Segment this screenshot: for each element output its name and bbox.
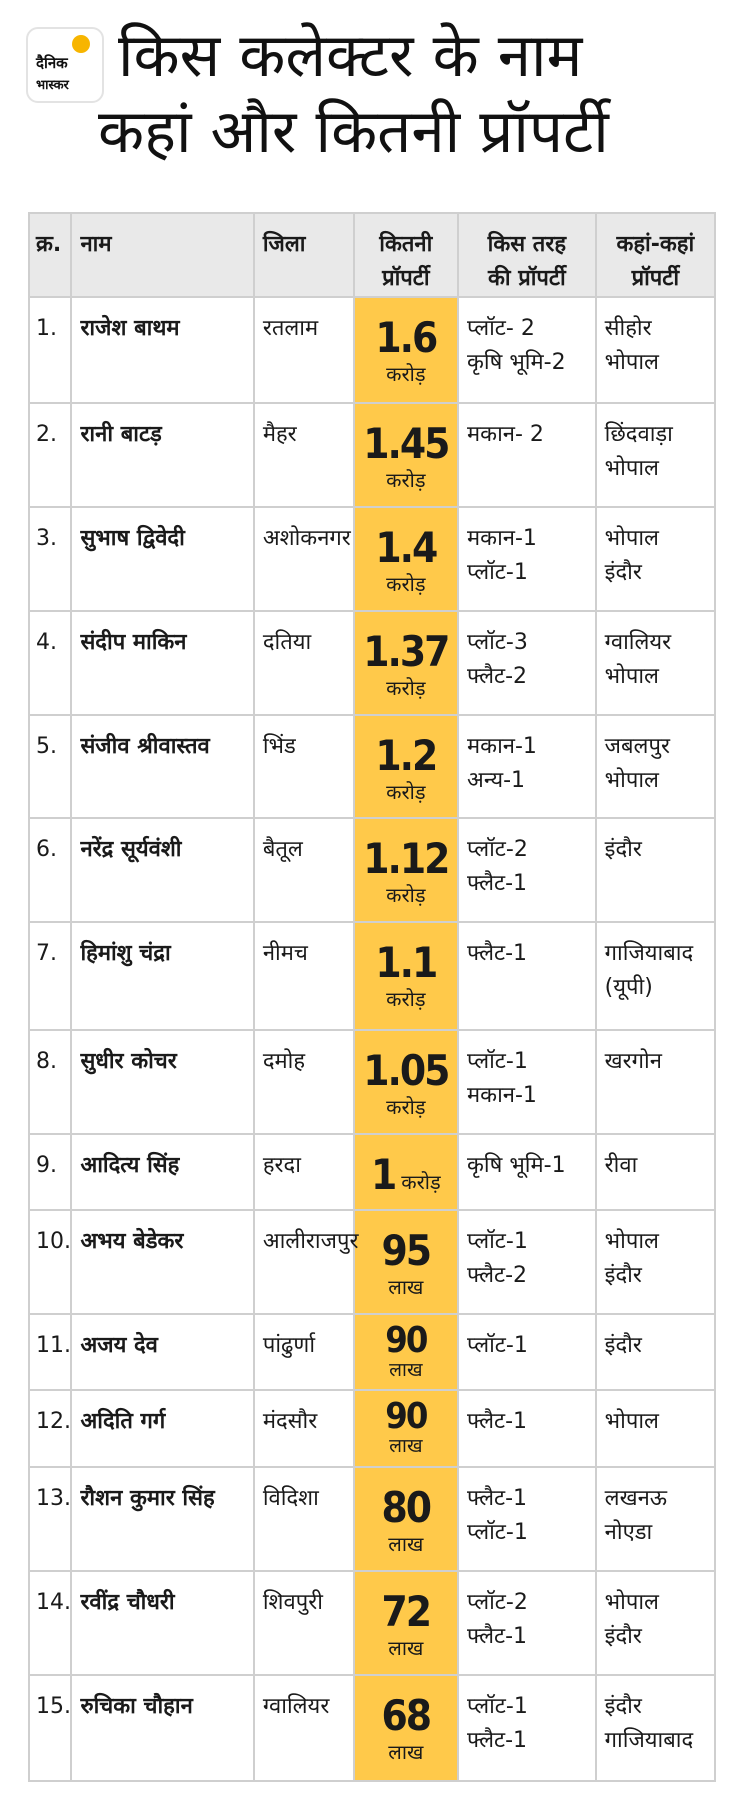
table-row [29, 611, 715, 715]
row-property-location [596, 1571, 715, 1675]
row-property-type [458, 1030, 596, 1134]
row-name: आदित्य सिंह [71, 1134, 253, 1210]
property-location-line: खरगोन [604, 1049, 662, 1075]
header-type-line-2: की प्रॉपर्टी [487, 266, 566, 291]
row-amount [354, 1314, 458, 1391]
amount-unit: लाख [389, 1435, 423, 1458]
property-location-line: इंदौर [604, 837, 642, 863]
amount-value: 1.12 [363, 834, 449, 884]
table-row [29, 403, 715, 507]
property-location-line: छिंदवाड़ा [604, 422, 673, 448]
amount-value: 1.6 [375, 313, 437, 362]
row-district: दमोह [254, 1030, 354, 1134]
row-name: अदिति गर्ग [71, 1390, 253, 1467]
row-serial: 13. [29, 1467, 71, 1571]
row-serial: 4. [29, 611, 71, 715]
row-serial: 6. [29, 818, 71, 922]
property-type-line: प्लॉट-1 [467, 1693, 528, 1719]
amount-unit: करोड़ [401, 1170, 441, 1195]
property-type-line: मकान-1 [467, 1083, 537, 1109]
header-type-line-1: किस तरह [487, 232, 567, 257]
row-serial: 14. [29, 1571, 71, 1675]
header-amount-line-1: कितनी [379, 232, 433, 257]
row-property-type [458, 1210, 596, 1314]
property-location-line: रीवा [604, 1153, 638, 1179]
row-amount [354, 1134, 458, 1210]
table-row [29, 297, 715, 403]
row-name: संदीप माकिन [71, 611, 253, 715]
table-row [29, 1675, 715, 1781]
row-property-location [596, 1675, 715, 1781]
row-serial: 2. [29, 403, 71, 507]
amount-value: 1.37 [363, 626, 449, 676]
row-district: ग्वालियर [254, 1675, 354, 1781]
header-district: जिला [254, 213, 354, 297]
row-property-type [458, 1134, 596, 1210]
row-amount [354, 1571, 458, 1675]
row-district: विदिशा [254, 1467, 354, 1571]
amount-value: 90 [385, 1319, 427, 1361]
row-amount [354, 1675, 458, 1781]
page-title-line-2: कहां और कितनी प्रॉपर्टी [98, 97, 609, 167]
amount-unit: लाख [388, 1274, 424, 1299]
row-property-type [458, 297, 596, 403]
property-location-line: भोपाल [604, 767, 659, 793]
property-type-line: प्लॉट-1 [467, 559, 528, 585]
property-location-line: भोपाल [604, 1409, 659, 1435]
amount-value: 80 [381, 1483, 431, 1533]
amount-value: 1.1 [375, 938, 437, 988]
property-type-line: फ्लैट-1 [467, 871, 528, 897]
property-type-line: प्लॉट-2 [467, 837, 528, 863]
logo-text-line-1: दैनिक [36, 54, 68, 72]
row-serial: 11. [29, 1314, 71, 1391]
table-row [29, 1314, 715, 1391]
row-property-location [596, 507, 715, 611]
property-type-line: फ्लैट-1 [467, 941, 528, 967]
amount-unit: लाख [388, 1532, 424, 1557]
property-location-line: भोपाल [604, 1589, 659, 1615]
property-type-line: प्लॉट- 2 [467, 316, 535, 341]
property-location-line: ग्वालियर [604, 629, 672, 655]
header-amount [354, 213, 458, 297]
table-row [29, 818, 715, 922]
logo-text-line-2: भास्कर [36, 78, 69, 93]
property-type-line: अन्य-1 [467, 767, 526, 793]
property-type-line: मकान-1 [467, 525, 537, 551]
property-type-line: फ्लैट-1 [467, 1727, 528, 1753]
row-amount [354, 403, 458, 507]
property-table [28, 212, 716, 1782]
property-type-line: प्लॉट-1 [467, 1332, 528, 1358]
row-serial: 15. [29, 1675, 71, 1781]
row-name: रानी बाटड़ [71, 403, 253, 507]
table-header-row [29, 213, 715, 297]
row-name: हिमांशु चंद्रा [71, 922, 253, 1030]
property-type-line: प्लॉट-1 [467, 1228, 528, 1254]
page-title-line-1: किस कलेक्टर के नाम [118, 21, 583, 91]
property-type-line: कृषि भूमि-2 [467, 350, 566, 375]
table-row [29, 1390, 715, 1467]
row-district: रतलाम [254, 297, 354, 403]
row-property-location [596, 818, 715, 922]
property-type-line: मकान- 2 [467, 422, 544, 448]
property-type-line: कृषि भूमि-1 [467, 1153, 566, 1179]
property-location-line: इंदौर [604, 559, 642, 585]
amount-unit: करोड़ [386, 779, 426, 804]
header-where [596, 213, 715, 297]
property-type-line: फ्लैट-2 [467, 1262, 528, 1288]
amount-unit: करोड़ [386, 468, 426, 493]
header-serial: क्र. [29, 213, 71, 297]
row-property-location [596, 1134, 715, 1210]
row-property-location [596, 1467, 715, 1571]
row-property-type [458, 1571, 596, 1675]
row-district: भिंड [254, 715, 354, 819]
row-property-type [458, 922, 596, 1030]
row-property-type [458, 1390, 596, 1467]
page-title [98, 18, 738, 170]
header-where-line-1: कहां-कहां [616, 232, 695, 257]
property-type-line: प्लॉट-2 [467, 1589, 528, 1615]
amount-value: 1.45 [363, 419, 449, 469]
amount-unit: करोड़ [386, 675, 426, 700]
table-row [29, 1210, 715, 1314]
property-location-line: भोपाल [604, 663, 659, 689]
property-location-line: लखनऊ [604, 1486, 668, 1512]
row-amount [354, 297, 458, 403]
row-name: राजेश बाथम [71, 297, 253, 403]
property-location-line: इंदौर [604, 1623, 642, 1649]
amount-unit: करोड़ [386, 571, 426, 596]
property-type-line: फ्लैट-1 [467, 1409, 528, 1435]
row-serial: 12. [29, 1390, 71, 1467]
row-name: अभय बेडेकर [71, 1210, 253, 1314]
row-property-type [458, 1467, 596, 1571]
row-name: रुचिका चौहान [71, 1675, 253, 1781]
row-amount [354, 1390, 458, 1467]
row-district: दतिया [254, 611, 354, 715]
row-district: मंदसौर [254, 1390, 354, 1467]
row-serial: 9. [29, 1134, 71, 1210]
property-location-line: गाजियाबाद [604, 1727, 694, 1753]
property-type-line: फ्लैट-2 [467, 663, 528, 689]
property-location-line: भोपाल [604, 456, 659, 482]
amount-unit: करोड़ [386, 1095, 426, 1120]
row-property-type [458, 715, 596, 819]
table-row [29, 715, 715, 819]
amount-value: 1.4 [375, 522, 437, 572]
row-serial: 5. [29, 715, 71, 819]
row-amount [354, 611, 458, 715]
row-serial: 3. [29, 507, 71, 611]
property-location-line: इंदौर [604, 1262, 642, 1288]
property-type-line: फ्लैट-1 [467, 1486, 528, 1512]
property-type-line: प्लॉट-3 [467, 629, 528, 655]
amount-value: 90 [385, 1396, 427, 1438]
amount-value: 1 [370, 1150, 396, 1200]
row-serial: 7. [29, 922, 71, 1030]
row-property-type [458, 507, 596, 611]
amount-unit: लाख [388, 1635, 424, 1660]
property-location-line: भोपाल [604, 1228, 659, 1254]
row-property-location [596, 611, 715, 715]
property-location-line: गाजियाबाद [604, 941, 694, 967]
row-serial: 8. [29, 1030, 71, 1134]
row-property-location [596, 403, 715, 507]
header-amount-line-2: प्रॉपर्टी [382, 266, 430, 291]
row-amount [354, 818, 458, 922]
row-name: संजीव श्रीवास्तव [71, 715, 253, 819]
amount-value: 1.05 [363, 1046, 449, 1096]
row-property-type [458, 1314, 596, 1391]
dainik-bhaskar-logo [26, 27, 104, 103]
amount-unit: करोड़ [386, 883, 426, 908]
table-row [29, 1134, 715, 1210]
row-amount [354, 715, 458, 819]
row-amount [354, 922, 458, 1030]
row-property-type [458, 611, 596, 715]
property-location-line: भोपाल [604, 350, 659, 375]
property-location-line: इंदौर [604, 1693, 642, 1719]
property-type-line: प्लॉट-1 [467, 1049, 528, 1075]
property-type-line: मकान-1 [467, 733, 537, 759]
row-amount [354, 1467, 458, 1571]
amount-unit: करोड़ [386, 987, 426, 1012]
property-location-line: सीहोर [604, 316, 652, 341]
row-district: बैतूल [254, 818, 354, 922]
sun-logo-icon [72, 35, 90, 53]
property-location-line: (यूपी) [604, 975, 653, 1001]
row-property-location [596, 1210, 715, 1314]
table-row [29, 507, 715, 611]
table-row [29, 1571, 715, 1675]
amount-value: 1.2 [375, 730, 437, 780]
amount-value: 72 [381, 1586, 431, 1636]
row-name: नरेंद्र सूर्यवंशी [71, 818, 253, 922]
header-where-line-2: प्रॉपर्टी [631, 266, 680, 291]
table-row [29, 1467, 715, 1571]
table-row [29, 1030, 715, 1134]
row-property-location [596, 1390, 715, 1467]
row-name: सुधीर कोचर [71, 1030, 253, 1134]
row-amount [354, 1210, 458, 1314]
row-property-location [596, 1030, 715, 1134]
property-location-line: नोएडा [604, 1520, 653, 1546]
amount-value: 95 [381, 1225, 431, 1275]
property-location-line: जबलपुर [604, 733, 670, 759]
row-property-location [596, 715, 715, 819]
row-property-type [458, 1675, 596, 1781]
amount-unit: लाख [389, 1358, 423, 1381]
row-district: अशोकनगर [254, 507, 354, 611]
amount-unit: करोड़ [386, 362, 426, 386]
row-amount [354, 1030, 458, 1134]
amount-unit: लाख [388, 1739, 424, 1764]
row-serial: 1. [29, 297, 71, 403]
amount-value: 68 [381, 1690, 431, 1740]
property-type-line: प्लॉट-1 [467, 1520, 528, 1546]
row-property-location [596, 297, 715, 403]
table-row [29, 922, 715, 1030]
property-location-line: इंदौर [604, 1332, 642, 1358]
row-district: शिवपुरी [254, 1571, 354, 1675]
row-name: रवींद्र चौधरी [71, 1571, 253, 1675]
row-amount [354, 507, 458, 611]
property-type-line: फ्लैट-1 [467, 1623, 528, 1649]
row-name: अजय देव [71, 1314, 253, 1391]
row-name: सुभाष द्विवेदी [71, 507, 253, 611]
row-name: रौशन कुमार सिंह [71, 1467, 253, 1571]
row-property-location [596, 922, 715, 1030]
row-district: आलीराजपुर [254, 1210, 354, 1314]
row-district: नीमच [254, 922, 354, 1030]
row-property-location [596, 1314, 715, 1391]
row-district: मैहर [254, 403, 354, 507]
header-type [458, 213, 596, 297]
row-property-type [458, 403, 596, 507]
header-name: नाम [71, 213, 253, 297]
row-serial: 10. [29, 1210, 71, 1314]
row-property-type [458, 818, 596, 922]
row-district: हरदा [254, 1134, 354, 1210]
property-location-line: भोपाल [604, 525, 659, 551]
row-district: पांढुर्णा [254, 1314, 354, 1391]
